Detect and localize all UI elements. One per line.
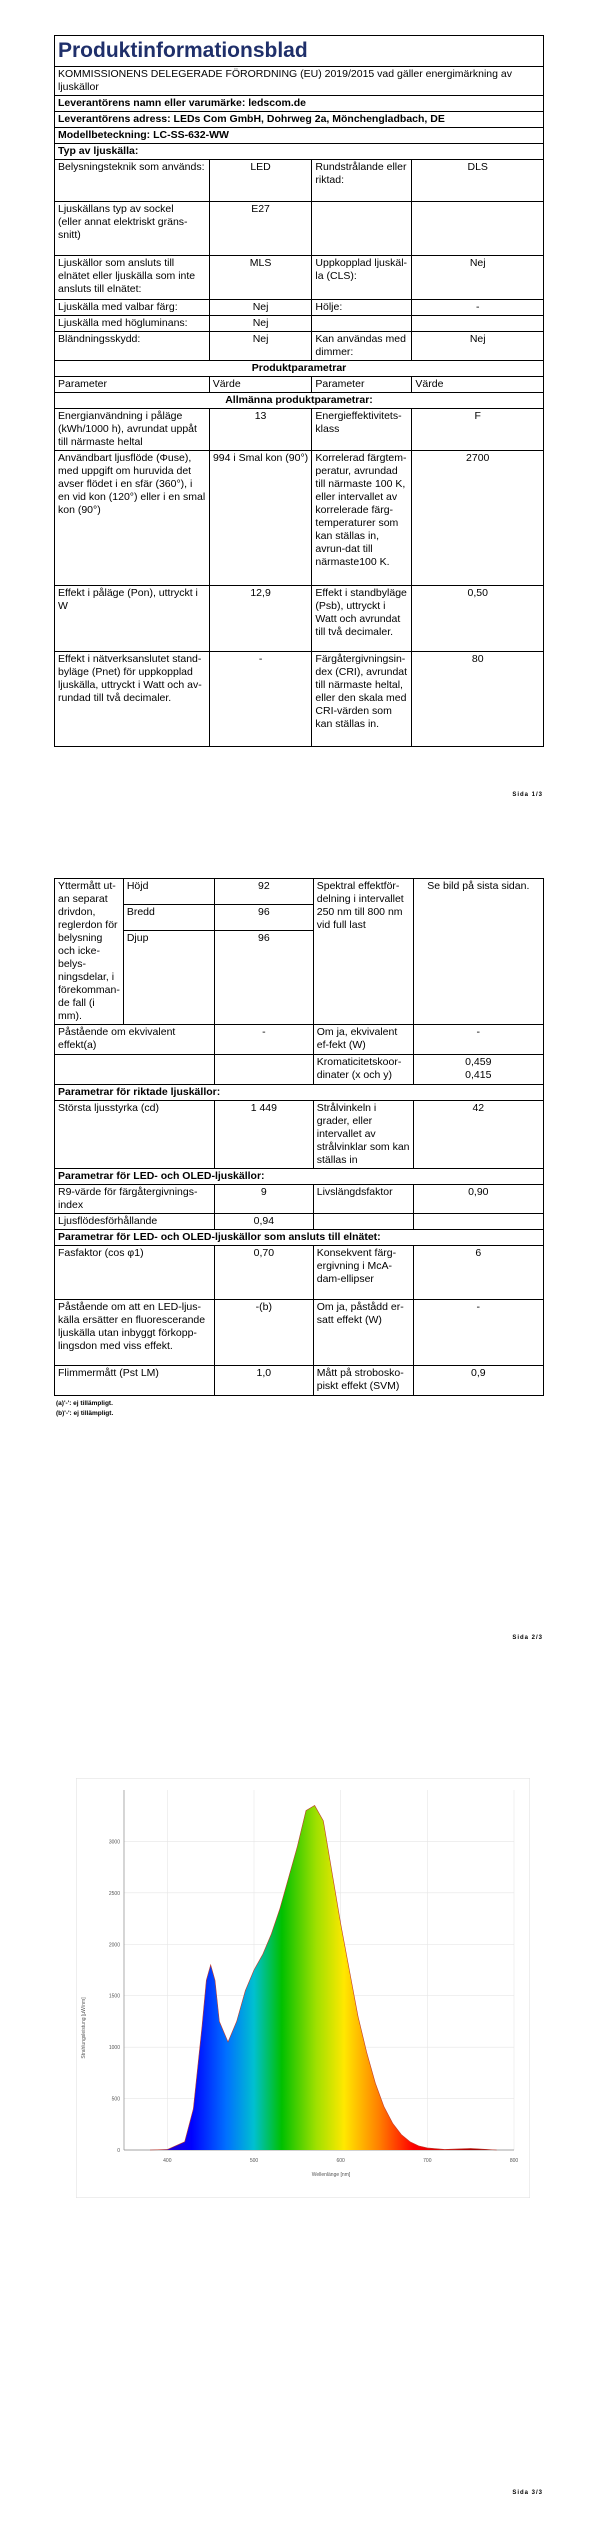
row-label: Kromaticitetskoor-dinater (x och y) xyxy=(313,1055,413,1085)
footnote-a: (a)'-': ej tillämpligt. xyxy=(56,1400,113,1407)
row-label: Belysningsteknik som används: xyxy=(55,160,210,202)
x-tick-label: 400 xyxy=(163,2158,172,2164)
page-1 xyxy=(0,0,595,840)
row-label: Ljuskälla med högluminans: xyxy=(55,316,210,332)
row-label: R9-värde för färgåtergivnings-index xyxy=(55,1185,215,1214)
row-label: Effekt i påläge (Pon), uttryckt i W xyxy=(55,586,210,652)
dimensions-label: Yttermått ut-an separat drivdon, reglerdon för belysning och icke-belys-ningsdelar, i förekomman-de fall (i mm). xyxy=(55,879,124,1025)
row-label xyxy=(312,316,412,332)
row-label: Största ljusstyrka (cd) xyxy=(55,1101,215,1169)
led-heading: Parametrar för LED- och OLED-ljuskällor: xyxy=(55,1169,544,1185)
table-row xyxy=(55,409,544,451)
page-number: Sida 3/3 xyxy=(512,2490,543,2496)
row-label: Om ja, påstådd er-satt effekt (W) xyxy=(313,1300,413,1366)
y-tick-label: 2500 xyxy=(108,1890,120,1897)
table-row xyxy=(55,1246,544,1300)
footnote-b: (b)'-': ej tillämpligt. xyxy=(56,1410,114,1417)
row-label: Användbart ljusflöde (Φuse), med uppgift om huruvida det avser flödet i en sfär (360°), i en vid kon (120°) eller i en smal kon (90°) xyxy=(55,451,210,586)
table-row xyxy=(55,586,544,652)
row-value: LED xyxy=(209,160,312,202)
row-value: 0,70 xyxy=(214,1246,313,1300)
row-value xyxy=(413,1214,543,1230)
row-label: Livslängdsfaktor xyxy=(313,1185,413,1214)
row-label: Korrelerad färgtem-peratur, avrundad till närmaste 100 K, eller intervallet av korrelerade färg-temperaturer som kan ställas in, avrun-dat till närmaste100 K. xyxy=(312,451,412,586)
row-label: Påstående om att en LED-ljus-källa ersätter en fluorescerande ljuskälla utan inbyggt förkopp-lingsdon med viss effekt. xyxy=(55,1300,215,1366)
type-heading: Typ av ljuskälla: xyxy=(55,144,544,160)
page-2 xyxy=(0,840,595,1680)
width-value: 96 xyxy=(214,905,313,931)
row-value: - xyxy=(413,1025,543,1055)
x-tick-label: 800 xyxy=(509,2158,519,2164)
chromaticity-x: 0,459 xyxy=(465,1056,492,1068)
column-header: Värde xyxy=(209,377,312,393)
row-label: Ljuskällans typ av sockel (eller annat elektriskt gräns-snitt) xyxy=(55,202,210,256)
x-tick-label: 500 xyxy=(249,2158,259,2164)
column-header: Värde xyxy=(412,377,544,393)
row-value: - xyxy=(413,1300,543,1366)
row-label: Energieffektivitets-klass xyxy=(312,409,412,451)
row-label: Strålvinkeln i grader, eller intervallet av strålvinklar som kan ställas in xyxy=(313,1101,413,1169)
table-row xyxy=(55,202,544,256)
table-row xyxy=(55,1366,544,1396)
spectral-value: Se bild på sista sidan. xyxy=(413,879,543,1025)
table-row xyxy=(55,332,544,361)
row-label: Effekt i standbyläge (Psb), uttryckt i Watt och avrundat till två decimaler. xyxy=(312,586,412,652)
row-value xyxy=(412,316,544,332)
row-value: F xyxy=(412,409,544,451)
x-tick-label: 700 xyxy=(423,2158,432,2164)
table-row xyxy=(55,451,544,586)
row-value: 0,50 xyxy=(412,586,544,652)
table-row xyxy=(55,1101,544,1169)
row-value: 2700 xyxy=(412,451,544,586)
y-tick-label: 3000 xyxy=(108,1839,120,1846)
row-value: DLS xyxy=(412,160,544,202)
table-row xyxy=(55,160,544,202)
row-value: - xyxy=(209,652,312,747)
row-label: Energianvändning i påläge (kWh/1000 h), avrundat uppåt till närmaste heltal xyxy=(55,409,210,451)
row-label: Konsekvent färg-ergivning i McA-dam-ellipser xyxy=(313,1246,413,1300)
row-label: Kan användas med dimmer: xyxy=(312,332,412,361)
spectral-label: Spektral effektför-delning i intervallet 250 nm till 800 nm vid full last xyxy=(313,879,413,1025)
row-value: 42 xyxy=(413,1101,543,1169)
table-row xyxy=(55,300,544,316)
table-row xyxy=(55,1025,544,1055)
regulation-text: KOMMISSIONENS DELEGERADE FÖRORDNING (EU) 2019/2015 vad gäller energimärkning av ljuskällor xyxy=(55,67,544,96)
y-axis-label: Strahlungsleistung [µW/nm] xyxy=(81,1997,87,2059)
row-label xyxy=(313,1214,413,1230)
row-label xyxy=(312,202,412,256)
row-value: 80 xyxy=(412,652,544,747)
table-header-row xyxy=(55,377,544,393)
row-value: -(b) xyxy=(214,1300,313,1366)
supplier-name: Leverantörens namn eller varumärke: ledscom.de xyxy=(55,96,544,112)
table-row xyxy=(55,316,544,332)
row-label: Mått på strobosko-piskt effekt (SVM) xyxy=(313,1366,413,1396)
row-value xyxy=(412,202,544,256)
y-tick-label: 500 xyxy=(111,2096,120,2103)
row-value: 1,0 xyxy=(214,1366,313,1396)
row-value: Nej xyxy=(209,332,312,361)
y-tick-label: 2000 xyxy=(108,1942,120,1949)
spectrum-chart xyxy=(76,1778,530,2198)
height-label: Höjd xyxy=(123,879,214,905)
row-label: Om ja, ekvivalent ef-fekt (W) xyxy=(313,1025,413,1055)
row-value: 6 xyxy=(413,1246,543,1300)
table-row xyxy=(55,1214,544,1230)
row-value: - xyxy=(214,1025,313,1055)
directional-heading: Parametrar för riktade ljuskällor: xyxy=(55,1085,544,1101)
row-label: Flimmermått (Pst LM) xyxy=(55,1366,215,1396)
product-info-table-2 xyxy=(54,878,544,1396)
document-title: Produktinformationsblad xyxy=(55,36,544,67)
row-value: 1 449 xyxy=(214,1101,313,1169)
row-value: 13 xyxy=(209,409,312,451)
row-value: 9 xyxy=(214,1185,313,1214)
x-tick-label: 600 xyxy=(336,2158,345,2164)
row-label: Färgåtergivningsin-dex (CRI), avrundat till närmaste heltal, eller den skala med CRI-värden som kan ställas in. xyxy=(312,652,412,747)
row-value: E27 xyxy=(209,202,312,256)
params-heading: Produktparametrar xyxy=(55,361,544,377)
model-identifier: Modellbeteckning: LC-SS-632-WW xyxy=(55,128,544,144)
table-row xyxy=(55,652,544,747)
depth-value: 96 xyxy=(214,931,313,1025)
mains-heading: Parametrar för LED- och OLED-ljuskällor som ansluts till elnätet: xyxy=(55,1230,544,1246)
table-row xyxy=(55,1300,544,1366)
row-value: 12,9 xyxy=(209,586,312,652)
supplier-address: Leverantörens adress: LEDs Com GmbH, Dohrweg 2a, Mönchengladbach, DE xyxy=(55,112,544,128)
row-label: Fasfaktor (cos φ1) xyxy=(55,1246,215,1300)
general-heading: Allmänna produktparametrar: xyxy=(55,393,544,409)
table-row xyxy=(55,256,544,300)
row-label: Bländningsskydd: xyxy=(55,332,210,361)
x-axis-label: Wellenlänge [nm] xyxy=(311,2172,351,2178)
column-header: Parameter xyxy=(55,377,210,393)
row-value: 0,9 xyxy=(413,1366,543,1396)
product-sheet-page2 xyxy=(54,878,544,1417)
row-value: - xyxy=(412,300,544,316)
page-number: Sida 1/3 xyxy=(512,792,543,798)
y-tick-label: 0 xyxy=(117,2148,120,2154)
row-label: Rundstrålande eller riktad: xyxy=(312,160,412,202)
product-sheet-page1 xyxy=(54,35,544,747)
row-label: Ljuskällor som ansluts till elnätet eller ljuskälla som inte ansluts till elnätet: xyxy=(55,256,210,300)
chromaticity-value xyxy=(413,1055,543,1085)
table-row xyxy=(55,1185,544,1214)
row-value: 0,90 xyxy=(413,1185,543,1214)
product-info-table xyxy=(54,35,544,747)
table-row xyxy=(55,1055,544,1085)
width-label: Bredd xyxy=(123,905,214,931)
row-label: Effekt i nätverksanslutet stand-byläge (Pnet) för uppkopplad ljuskälla, uttryckt i Watt och av-rundad till två decimaler. xyxy=(55,652,210,747)
row-label: Hölje: xyxy=(312,300,412,316)
row-value: 0,94 xyxy=(214,1214,313,1230)
table-row xyxy=(55,879,544,905)
column-header: Parameter xyxy=(312,377,412,393)
row-value: Nej xyxy=(412,256,544,300)
row-label: Ljuskälla med valbar färg: xyxy=(55,300,210,316)
y-tick-label: 1000 xyxy=(108,2045,120,2052)
chromaticity-y: 0,415 xyxy=(465,1069,492,1081)
row-label: Ljusflödesförhållande xyxy=(55,1214,215,1230)
page-number: Sida 2/3 xyxy=(512,1635,543,1641)
row-value: Nej xyxy=(209,300,312,316)
row-label: Påstående om ekvivalent effekt(a) xyxy=(55,1025,215,1055)
row-label: Uppkopplad ljuskäl-la (CLS): xyxy=(312,256,412,300)
row-value: MLS xyxy=(209,256,312,300)
height-value: 92 xyxy=(214,879,313,905)
row-value: 994 i Smal kon (90°) xyxy=(209,451,312,586)
depth-label: Djup xyxy=(123,931,214,1025)
y-tick-label: 1500 xyxy=(108,1993,120,2000)
row-value: Nej xyxy=(209,316,312,332)
row-value: Nej xyxy=(412,332,544,361)
